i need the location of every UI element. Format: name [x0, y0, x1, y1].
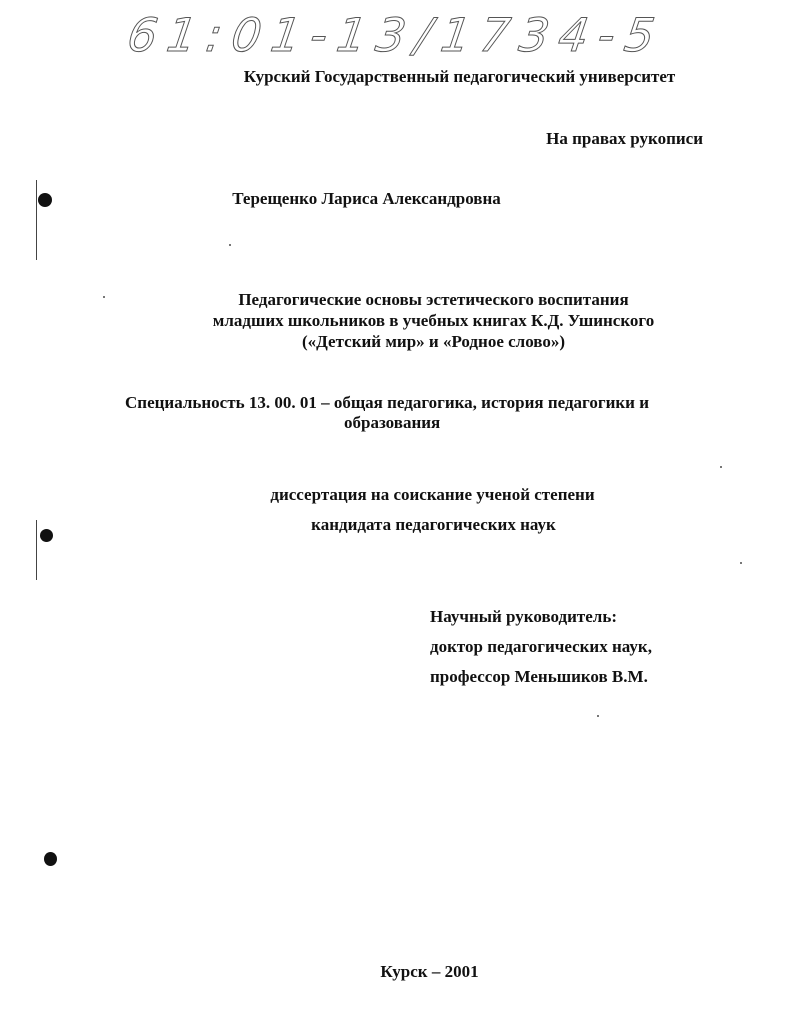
author-name: Терещенко Лариса Александровна — [232, 189, 501, 208]
specialty-line-1: Специальность 13. 00. 01 – общая педагогика, история педагогики и — [125, 393, 650, 412]
binding-edge-mark — [36, 180, 37, 260]
scan-speck — [740, 562, 742, 564]
binding-edge-mark — [36, 520, 37, 580]
scan-speck — [103, 296, 105, 298]
scan-speck — [720, 466, 722, 468]
punch-hole-mark — [38, 193, 52, 207]
supervisor-name: профессор Меньшиков В.М. — [430, 667, 648, 686]
title-line-3: («Детский мир» и «Родное слово») — [301, 332, 566, 351]
specialty-line-2: образования — [344, 413, 441, 432]
degree-line-1: диссертация на соискание ученой степени — [270, 485, 595, 504]
supervisor-label: Научный руководитель: — [430, 607, 617, 626]
degree-line-2: кандидата педагогических наук — [311, 515, 556, 534]
title-line-2: младших школьников в учебных книгах К.Д. Ушинского — [212, 311, 655, 330]
title-line-1: Педагогические основы эстетического воспитания — [238, 290, 629, 309]
manuscript-rights: На правах рукописи — [546, 129, 703, 148]
scan-speck — [597, 715, 599, 717]
handwritten-archive-mark: 61:01-13/1734-5 — [124, 8, 668, 62]
city-year: Курск – 2001 — [380, 962, 479, 981]
scan-speck — [229, 244, 231, 246]
punch-hole-mark — [44, 852, 57, 866]
university-name: Курский Государственный педагогический университет — [243, 67, 676, 86]
supervisor-degree: доктор педагогических наук, — [430, 637, 652, 656]
punch-hole-mark — [40, 529, 53, 542]
